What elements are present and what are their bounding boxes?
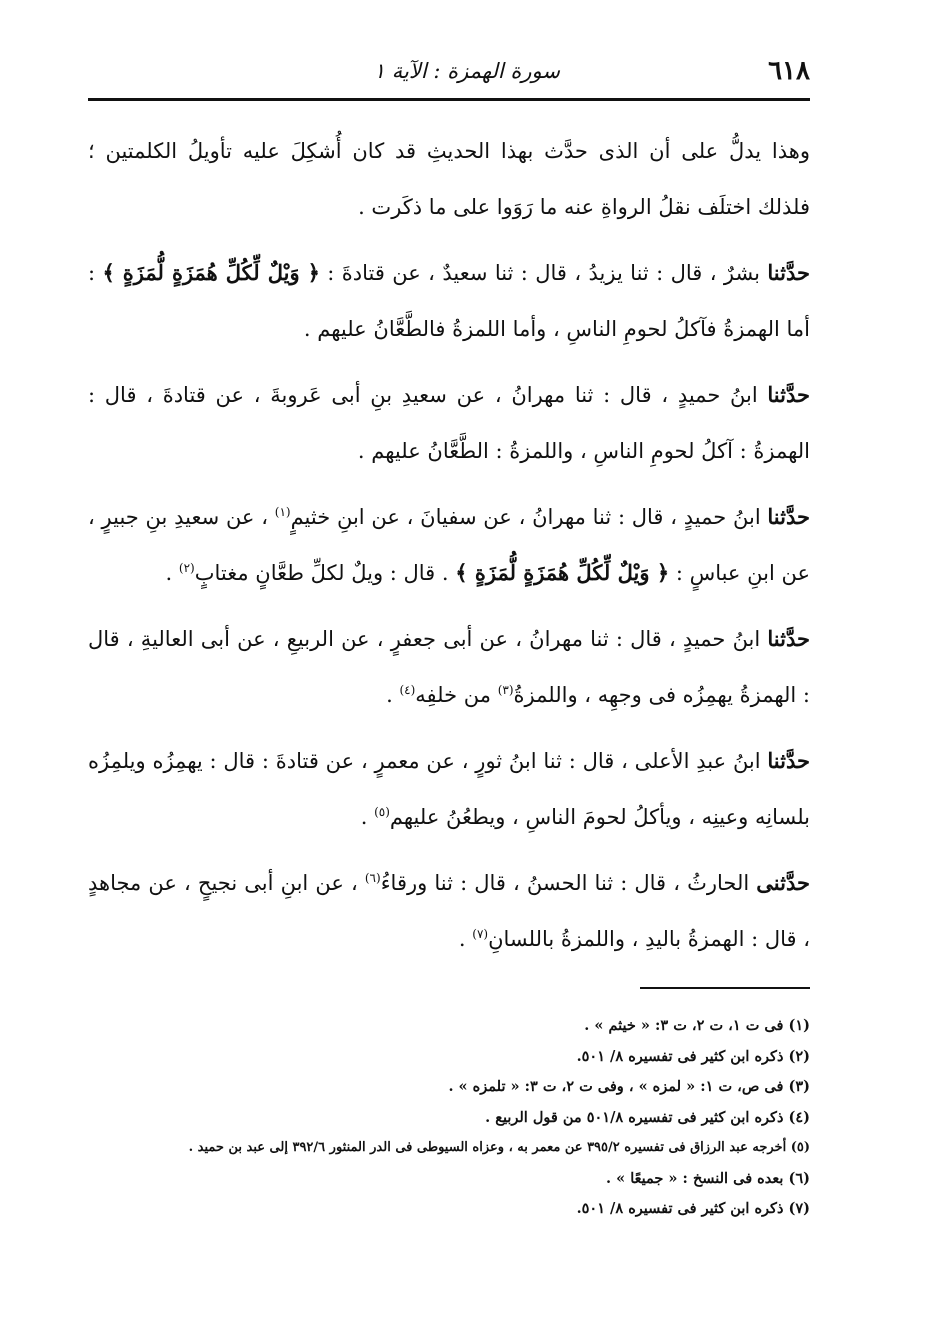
narration-text: من خلفِه: [415, 683, 498, 707]
narration-lead: حدَّثنا: [767, 504, 810, 529]
narration-text: ابنُ عبدِ الأعلى ، قال : ثنا ابنُ ثورٍ ، عن معمرٍ ، عن قتادةَ : قال : يهمِزُه ويلمِزُه بلسانِه وعينِه ، ويأكلُ لحومَ الناسِ ، ويطعُنُ عليهم: [88, 749, 810, 829]
running-header: [88, 50, 810, 101]
narration-lead: حدَّثنا: [767, 626, 810, 651]
page-number: ٦١٨: [768, 56, 810, 86]
paragraph-6: [88, 733, 810, 845]
paragraph-1: وهذا يدلُّ على أن الذى حدَّث بهذا الحديثِ قد كان أُشكِلَ عليه تأويلُ الكلمتين ؛ فلذلك اختلَف نقلُ الرواةِ عنه ما رَوَوا على ما ذكَرت .: [88, 139, 810, 219]
narration-text: ، عن سعيدِ بنِ جبيرٍ ، عن ابنِ عباسٍ :: [88, 505, 810, 585]
footnote-ref-1[interactable]: (١): [274, 505, 291, 519]
narration-lead: حدَّثنا: [767, 748, 810, 773]
book-page: [88, 50, 810, 1225]
narration-text: . قال : ويلٌ لكلِّ طعَّانٍ مغتابٍ: [194, 561, 456, 585]
narration-text: : أما الهمزةُ فآكلُ لحومِ الناسِ ، وأما اللمزةُ فالطَّعَّانُ عليهم .: [88, 261, 810, 341]
footnotes: [88, 1011, 810, 1225]
narration-text: الحارثُ ، قال : ثنا الحسنُ ، قال : ثنا ورقاءُ: [380, 871, 757, 895]
footnote-7: (٧) ذكره ابن كثير فى تفسيره ٨/ ٥٠١.: [576, 1200, 810, 1217]
narration-text: ابنُ حميدٍ ، قال : ثنا مهرانُ ، عن سعيدِ بنِ أبى عَروبةَ ، عن قتادةَ ، قال : الهمزةُ : آكلُ لحومِ الناسِ ، واللمزةُ : الطَّعَّانُ عليهم .: [88, 383, 810, 463]
footnote-6: (٦) بعده فى النسخ : « جميعًا » .: [606, 1169, 810, 1187]
narration-text: .: [458, 927, 473, 951]
quran-quote: ﴿ وَيْلٌ لِّكُلِّ هُمَزَةٍ لُّمَزَةٍ ﴾: [102, 260, 320, 285]
footnote-4: (٤) ذكره ابن كثير فى تفسيره ٥٠١/٨ من قول الربيع .: [485, 1108, 810, 1126]
narration-text: .: [360, 805, 375, 829]
narration-lead: حدَّثنى: [756, 870, 810, 895]
footnote-ref-7[interactable]: (٧): [472, 927, 489, 941]
footnote-1: (١) فى ت ١، ت ٢، ت ٣: « خيثم » .: [584, 1017, 810, 1034]
main-text: [88, 123, 810, 967]
narration-text: ابنُ حميدٍ ، قال : ثنا مهرانُ ، عن سفيانَ ، عن ابنِ خثيمٍ: [290, 505, 768, 529]
footnote-ref-2[interactable]: (٢): [178, 561, 195, 575]
paragraph-7: [88, 855, 810, 967]
narration-text: .: [386, 683, 400, 707]
paragraph-5: [88, 611, 810, 723]
footnote-ref-4[interactable]: (٤): [399, 683, 416, 697]
footnote-divider: [640, 987, 810, 989]
footnote-5: (٥) أخرجه عبد الرزاق فى تفسيره ٣٩٥/٢ عن معمر به ، وعزاه السيوطى فى الدر المنثور ٣٩٢/٦ إلى عبد بن حميد .: [188, 1140, 810, 1155]
narration-lead: حدَّثنا: [767, 382, 810, 407]
quran-quote: ﴿ وَيْلٌ لِّكُلِّ هُمَزَةٍ لُّمَزَةٍ ﴾: [455, 560, 670, 585]
narration-lead: حدَّثنا: [767, 260, 810, 285]
footnote-ref-5[interactable]: (٥): [374, 805, 390, 819]
paragraph-3: [88, 367, 810, 479]
narration-text: ، عن ابنِ أبى نجيحٍ ، عن مجاهدٍ ، قال : الهمزةُ باليدِ ، واللمزةُ باللسانِ: [88, 871, 810, 951]
narration-text: ابنُ حميدٍ ، قال : ثنا مهرانُ ، عن أبى جعفرٍ ، عن الربيعِ ، عن أبى العاليةِ ، قال : الهمزةُ يهمِزُه فى وجهِه ، واللمزةُ: [88, 627, 810, 707]
footnote-ref-6[interactable]: (٦): [364, 871, 381, 885]
paragraph-2: [88, 245, 810, 357]
paragraph-4: [88, 489, 810, 601]
narration-text: بشرٌ ، قال : ثنا يزيدُ ، قال : ثنا سعيدٌ ، عن قتادةَ :: [319, 261, 768, 285]
narration-text: .: [165, 561, 179, 585]
footnote-3: (٣) فى ص، ت ١: « لمزه » ، وفى ت ٢، ت ٣: « تلمزه » .: [448, 1078, 810, 1095]
footnote-ref-3[interactable]: (٣): [497, 683, 514, 697]
footnote-2: (٢) ذكره ابن كثير فى تفسيره ٨/ ٥٠١.: [576, 1047, 810, 1065]
running-title: سورة الهمزة : الآية ١: [373, 59, 560, 83]
